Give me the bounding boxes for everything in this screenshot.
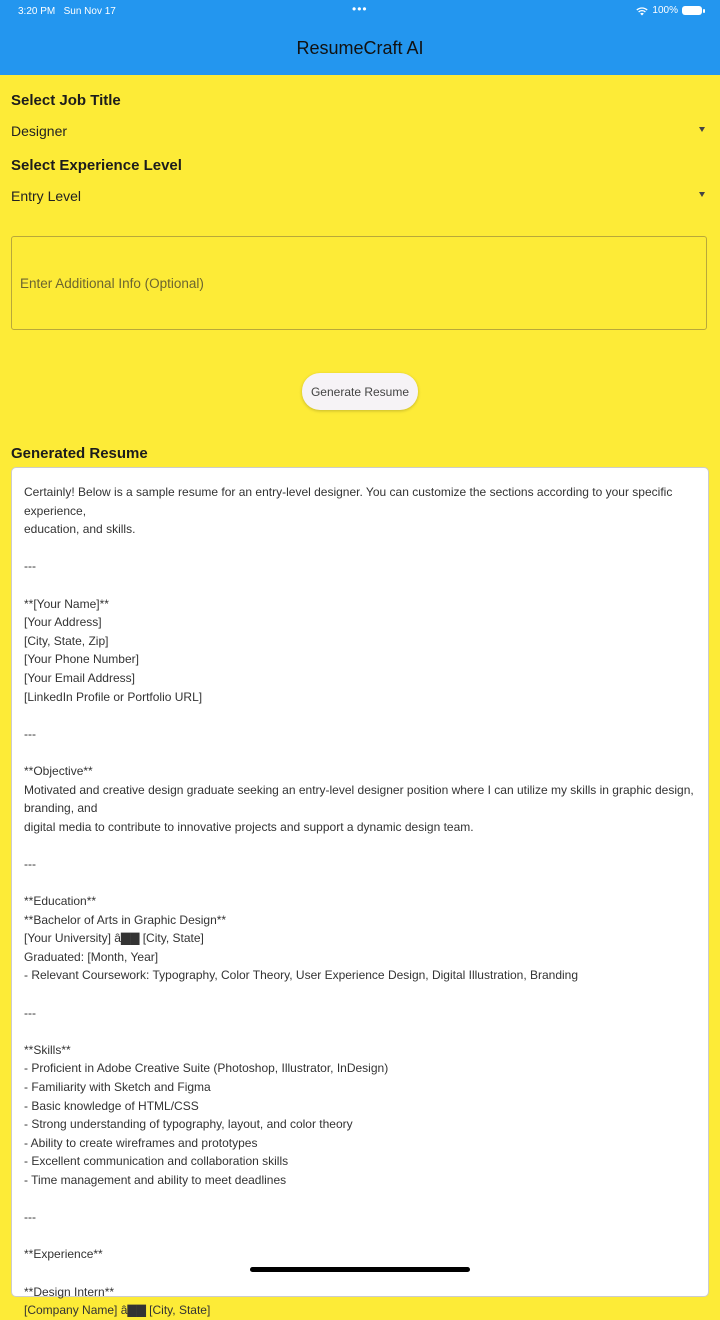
resume-line: - Basic knowledge of HTML/CSS	[24, 1098, 199, 1113]
resume-line: education, and skills.	[24, 522, 136, 537]
resume-line: - Excellent communication and collaboration skills	[24, 1154, 289, 1169]
job-title-label: Select Job Title	[11, 92, 121, 109]
resume-line: **Education**	[24, 894, 97, 909]
resume-line	[24, 1022, 696, 1041]
additional-info-placeholder: Enter Additional Info (Optional)	[20, 275, 204, 291]
additional-info-input[interactable]	[11, 236, 707, 330]
status-time-text: 3:20 PM	[18, 6, 56, 17]
resume-line	[24, 706, 696, 725]
status-date-text: Sun Nov 17	[63, 6, 116, 17]
resume-line	[24, 743, 696, 762]
resume-line: [LinkedIn Profile or Portfolio URL]	[24, 689, 203, 704]
resume-line	[24, 576, 696, 595]
app-title: ResumeCraft AI	[296, 38, 424, 58]
resume-line: - Ability to create wireframes and prototypes	[24, 1135, 258, 1150]
resume-line: - Proficient in Adobe Creative Suite (Photoshop, Illustrator, InDesign)	[24, 1061, 389, 1076]
resume-line: **[Your Name]**	[24, 596, 109, 611]
resume-line: **Skills**	[24, 1042, 71, 1057]
experience-dropdown[interactable]	[11, 182, 709, 210]
wifi-icon	[636, 6, 648, 16]
resume-line: **Experience**	[24, 1247, 103, 1262]
resume-line: - Familiarity with Sketch and Figma	[24, 1080, 211, 1094]
resume-line: ---	[24, 726, 36, 741]
resume-line: - Strong understanding of typography, layout, and color theory	[24, 1117, 353, 1132]
resume-line: [City, State, Zip]	[24, 633, 109, 648]
job-title-value: Designer	[11, 123, 68, 139]
resume-line: ---	[24, 559, 36, 574]
battery-percent: 100%	[652, 5, 678, 16]
status-indicators	[636, 5, 702, 16]
resume-line: ---	[24, 1210, 36, 1225]
resume-line	[24, 836, 696, 855]
resume-line: **Bachelor of Arts in Graphic Design**	[24, 912, 227, 927]
battery-icon	[682, 6, 702, 15]
resume-line: [Your Phone Number]	[24, 652, 139, 667]
resume-line	[24, 985, 696, 1004]
resume-line: digital media to contribute to innovative projects and support a dynamic design team.	[24, 819, 474, 834]
resume-line: ---	[24, 1005, 36, 1020]
chevron-down-icon	[699, 192, 705, 197]
resume-line	[24, 539, 696, 558]
resume-line: Certainly! Below is a sample resume for an entry-level designer. You can customize the sections according to your specific experience,	[24, 485, 676, 518]
resume-line: ---	[24, 856, 36, 871]
job-title-dropdown[interactable]	[11, 117, 709, 145]
header-bar	[0, 0, 720, 75]
resume-line	[24, 1190, 696, 1209]
experience-label: Select Experience Level	[11, 157, 182, 174]
generated-resume-output[interactable]	[11, 467, 709, 1318]
chevron-down-icon	[699, 127, 705, 132]
resume-line: **Design Intern**	[24, 1284, 115, 1299]
form-content	[11, 75, 709, 1318]
resume-line: [Company Name] â▇▇ [City, State]	[24, 1303, 211, 1318]
generate-resume-button[interactable]: Generate Resume	[302, 373, 418, 410]
resume-line: [Your Address]	[24, 615, 102, 630]
resume-line	[24, 873, 696, 892]
resume-line: Motivated and creative design graduate seeking an entry-level designer position where I can utilize my skills in graphic design, branding, and	[24, 782, 698, 816]
home-indicator[interactable]	[250, 1267, 470, 1272]
generated-resume-label: Generated Resume	[11, 445, 148, 462]
resume-line: - Relevant Coursework: Typography, Color Theory, User Experience Design, Digital Illustration, Branding	[24, 968, 579, 983]
multitasking-dots[interactable]: •••	[352, 2, 368, 16]
resume-line: [Your Email Address]	[24, 670, 135, 685]
resume-line: - Time management and ability to meet deadlines	[24, 1172, 287, 1187]
resume-line: Graduated: [Month, Year]	[24, 949, 159, 964]
status-time	[18, 6, 116, 17]
resume-line: **Objective**	[24, 763, 93, 778]
experience-value: Entry Level	[11, 188, 82, 204]
resume-line: [Your University] â▇▇ [City, State]	[24, 931, 204, 946]
resume-line	[24, 1227, 696, 1246]
